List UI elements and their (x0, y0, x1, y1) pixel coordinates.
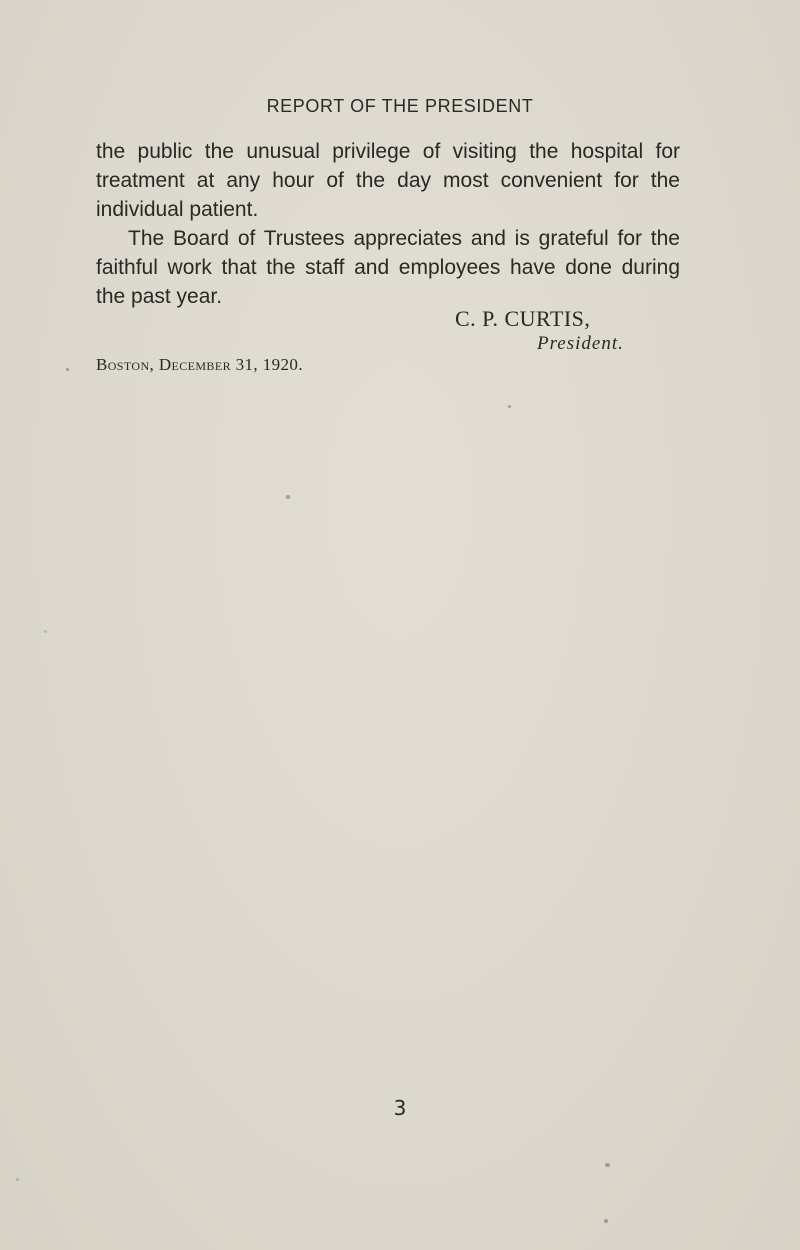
paper-speck (66, 368, 69, 371)
paper-speck (604, 1219, 608, 1223)
signature-title: President. (537, 333, 624, 354)
paper-speck (44, 630, 47, 633)
paper-speck (508, 405, 511, 408)
body-text (96, 137, 680, 311)
signature-name: C. P. CURTIS, (455, 306, 591, 331)
paragraph-continued: the public the unusual privilege of visiting the hospital for treatment at any hour of the day most convenient for the individual patient. (96, 140, 680, 221)
dateline: Boston, December 31, 1920. (96, 355, 303, 374)
paper-speck (16, 1178, 19, 1181)
page-number: 3 (393, 1096, 407, 1120)
running-head: REPORT OF THE PRESIDENT (266, 96, 534, 116)
paragraph-trustees: The Board of Trustees appreciates and is grateful for the faithful work that the staff and employees have done during the past year. (96, 227, 680, 308)
paper-speck (605, 1163, 610, 1167)
paper-speck (286, 495, 290, 499)
